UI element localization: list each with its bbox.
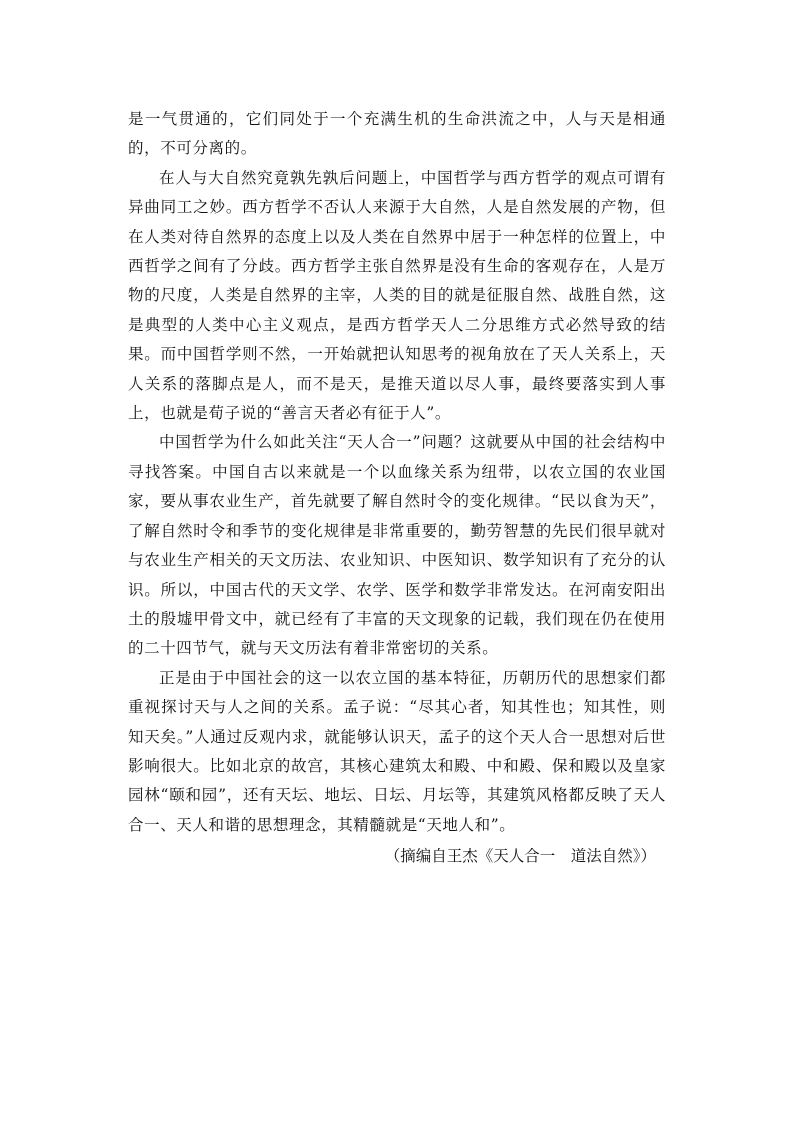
document-body — [128, 105, 666, 871]
paragraph-2: 在人与大自然究竟孰先孰后问题上，中国哲学与西方哲学的观点可谓有异曲同工之妙。西方哲学不否认人来源于大自然，人是自然发展的产物，但在人类对待自然界的态度上以及人类在自然界中居于一种怎样的位置上，中西哲学之间有了分歧。西方哲学主张自然界是没有生命的客观存在，人是万物的尺度，人类是自然界的主宰，人类的目的就是征服自然、战胜自然，这是典型的人类中心主义观点，是西方哲学天人二分思维方式必然导致的结果。而中国哲学则不然，一开始就把认知思考的视角放在了天人关系上，天人关系的落脚点是人，而不是天，是推天道以尽人事，最终要落实到人事上，也就是荀子说的“善言天者必有征于人”。 — [128, 168, 666, 423]
paragraph-1: 是一气贯通的，它们同处于一个充满生机的生命洪流之中，人与天是相通的，不可分离的。 — [128, 110, 666, 158]
paragraph-4: 正是由于中国社会的这一以农立国的基本特征，历朝历代的思想家们都重视探讨天与人之间的关系。孟子说：“尽其心者，知其性也；知其性，则知天矣。”人通过反观内求，就能够认识天，孟子的这个天人合一思想对后世影响很大。比如北京的故宫，其核心建筑太和殿、中和殿、保和殿以及皇家园林“颐和园”，还有天坛、地坛、日坛、月坛等，其建筑风格都反映了天人合一、天人和谐的思想理念，其精髓就是“天地人和”。 — [128, 668, 666, 834]
source-citation: （摘编自王杰《天人合一 道法自然》） — [384, 847, 656, 866]
paragraph-3: 中国哲学为什么如此关注“天人合一”问题？这就要从中国的社会结构中寻找答案。中国自古以来就是一个以血缘关系为纽带，以农立国的农业国家，要从事农业生产，首先就要了解自然时令的变化规律。“民以食为天”，了解自然时令和季节的变化规律是非常重要的，勤劳智慧的先民们很早就对与农业生产相关的天文历法、农业知识、中医知识、数学知识有了充分的认识。所以，中国古代的天文学、农学、医学和数学非常发达。在河南安阳出土的殷墟甲骨文中，就已经有了丰富的天文现象的记载，我们现在仍在使用的二十四节气，就与天文历法有着非常密切的关系。 — [128, 433, 666, 658]
